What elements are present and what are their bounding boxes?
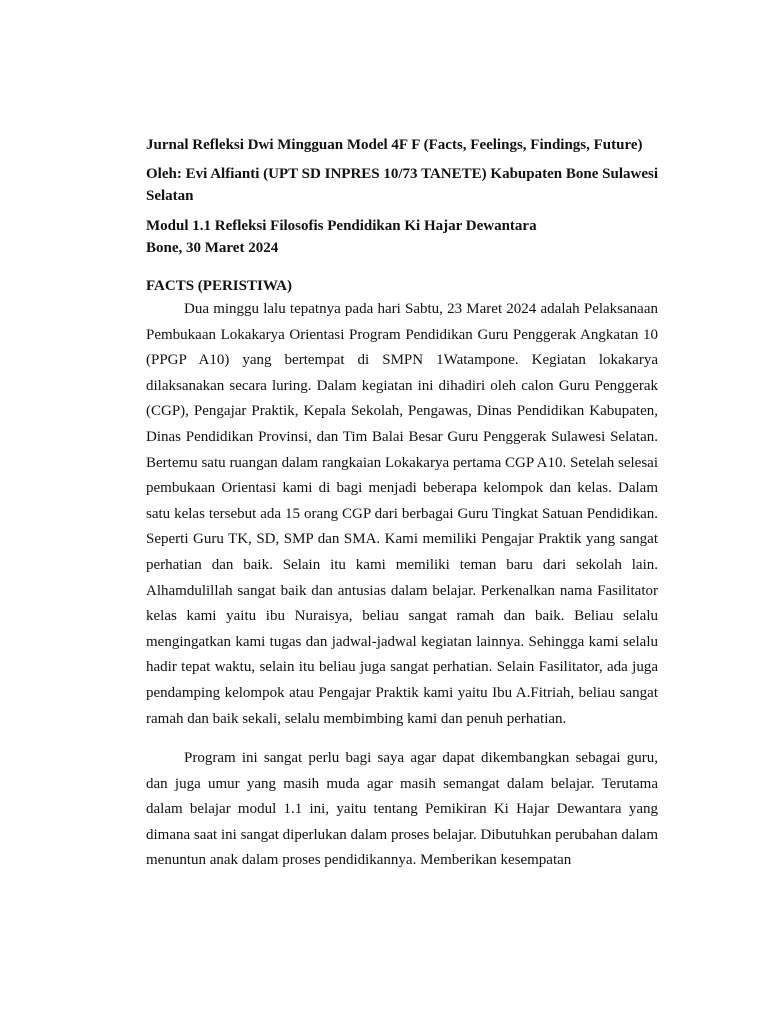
date-line: Bone, 30 Maret 2024	[146, 240, 279, 256]
paragraph-facts-1: Dua minggu lalu tepatnya pada hari Sabtu, 23 Maret 2024 adalah Pelaksanaan Pembukaan Lokakarya Orientasi Program Pendidikan Guru Penggerak Angkatan 10 (PPGP A10) yang bertempat di SMPN 1Watampone. Kegiatan lokakarya dilaksanakan secara luring. Dalam kegiatan ini dihadiri oleh calon Guru Penggerak (CGP), Pengajar Praktik, Kepala Sekolah, Pengawas, Dinas Pendidikan Kabupaten, Dinas Pendidikan Provinsi, dan Tim Balai Besar Guru Penggerak Sulawesi Selatan. Bertemu satu ruangan dalam rangkaian Lokakarya pertama CGP A10. Setelah selesai pembukaan Orientasi kami di bagi menjadi beberapa kelompok dan kelas. Dalam satu kelas tersebut ada 15 orang CGP dari berbagai Guru Tingkat Satuan Pendidikan. Seperti Guru TK, SD, SMP dan SMA. Kami memiliki Pengajar Praktik yang sangat perhatian dan baik. Selain itu kami memiliki teman baru dari sekolah lain. Alhamdulillah sangat baik dan antusias dalam belajar. Perkenalkan nama Fasilitator kelas kami yaitu ibu Nuraisya, beliau sangat ramah dan baik. Beliau selalu mengingatkan kami tugas dan jadwal-jadwal kegiatan lainnya. Sehingga kami selalu hadir tepat waktu, selain itu beliau juga sangat perhatian. Selain Fasilitator, ada juga pendamping kelompok atau Pengajar Praktik kami yaitu Ibu A.Fitriah, beliau sangat ramah dan baik sekali, selalu membimbing kami dan penuh perhatian.	[146, 301, 658, 727]
paragraph-facts-2: Program ini sangat perlu bagi saya agar dapat dikembangkan sebagai guru, dan juga umur yang masih muda agar masih semangat dalam belajar. Terutama dalam belajar modul 1.1 ini, yaitu tentang Pemikiran Ki Hajar Dewantara yang dimana saat ini sangat diperlukan dalam proses belajar. Dibutuhkan perubahan dalam menuntun anak dalam proses pendidikannya. Memberikan kesempatan	[146, 750, 658, 869]
author-line: Oleh: Evi Alfianti (UPT SD INPRES 10/73 TANETE) Kabupaten Bone Sulawesi Selatan	[146, 166, 658, 204]
document-title: Jurnal Refleksi Dwi Mingguan Model 4F F (Facts, Feelings, Findings, Future)	[146, 137, 643, 153]
module-line: Modul 1.1 Refleksi Filosofis Pendidikan Ki Hajar Dewantara	[146, 218, 537, 234]
section-heading-facts: FACTS (PERISTIWA)	[146, 278, 292, 294]
document-body	[146, 134, 658, 874]
